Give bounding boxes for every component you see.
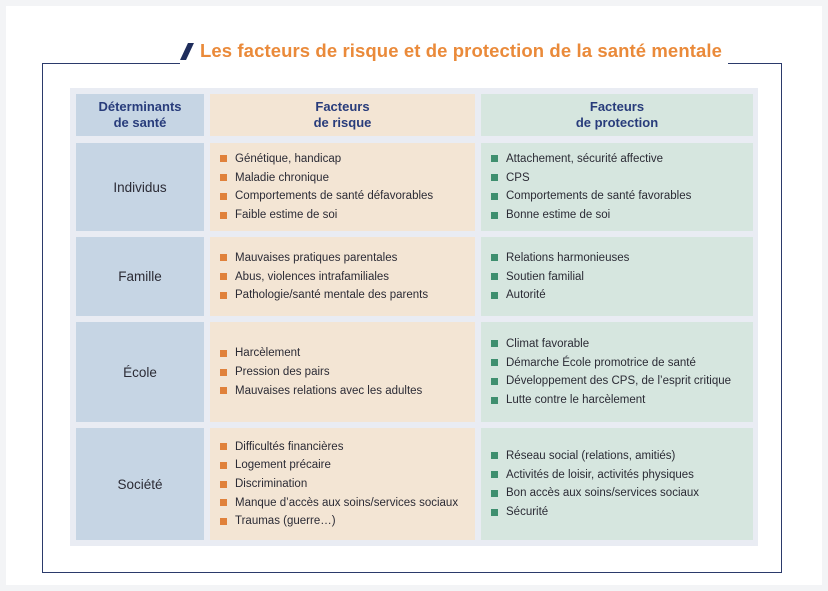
- square-bullet-icon: [220, 212, 227, 219]
- list-item-text: Comportements de santé défavorables: [235, 190, 434, 203]
- list-item: [220, 363, 469, 382]
- determinant-cell: [76, 237, 204, 316]
- list-item-text: Autorité: [506, 289, 546, 302]
- square-bullet-icon: [491, 452, 498, 459]
- list-item-text: Traumas (guerre…): [235, 515, 336, 528]
- list-item: [491, 484, 747, 503]
- square-bullet-icon: [491, 273, 498, 280]
- list-item: [220, 512, 469, 531]
- list-item-text: Génétique, handicap: [235, 152, 342, 165]
- header-determinants: [76, 94, 204, 136]
- list-item: [220, 150, 469, 169]
- list-item-text: Mauvaises relations avec les adultes: [235, 384, 423, 397]
- square-bullet-icon: [220, 155, 227, 162]
- risk-factors-list: [220, 322, 469, 422]
- protection-factors-list: [491, 428, 747, 540]
- list-item-text: Soutien familial: [506, 270, 584, 283]
- list-item-text: Climat favorable: [506, 337, 590, 350]
- square-bullet-icon: [491, 378, 498, 385]
- square-bullet-icon: [491, 490, 498, 497]
- list-item: [491, 150, 747, 169]
- title-slash-icon: [180, 43, 194, 60]
- square-bullet-icon: [220, 481, 227, 488]
- square-bullet-icon: [220, 254, 227, 261]
- list-item: [220, 168, 469, 187]
- protection-factors-list: [491, 322, 747, 422]
- diagram-title: [180, 38, 728, 64]
- list-item-text: Activités de loisir, activités physiques: [506, 468, 694, 481]
- list-item: [491, 248, 747, 267]
- square-bullet-icon: [491, 193, 498, 200]
- list-item: [491, 267, 747, 286]
- square-bullet-icon: [220, 443, 227, 450]
- list-item-text: Mauvaises pratiques parentales: [235, 251, 398, 264]
- square-bullet-icon: [220, 499, 227, 506]
- list-item-text: Faible estime de soi: [235, 209, 338, 222]
- risk-factors-list: [220, 237, 469, 316]
- list-item-text: Maladie chronique: [235, 171, 329, 184]
- square-bullet-icon: [220, 350, 227, 357]
- square-bullet-icon: [491, 174, 498, 181]
- determinant-label: Société: [117, 476, 163, 492]
- square-bullet-icon: [491, 292, 498, 299]
- determinant-label: Famille: [118, 269, 162, 284]
- list-item: [491, 168, 747, 187]
- determinant-cell: [76, 322, 204, 422]
- list-item: [220, 248, 469, 267]
- header-risk: [210, 94, 475, 136]
- list-item-text: Démarche École promotrice de santé: [506, 356, 696, 369]
- list-item: [491, 447, 747, 466]
- list-item-text: Comportements de santé favorables: [506, 190, 692, 203]
- risk-factors-cell: [210, 237, 475, 316]
- list-item-text: Harcèlement: [235, 347, 301, 360]
- list-item-text: Pression des pairs: [235, 366, 330, 378]
- list-item-text: Difficultés financières: [235, 440, 344, 453]
- list-item: [220, 456, 469, 475]
- protection-factors-list: [491, 143, 747, 231]
- square-bullet-icon: [491, 254, 498, 261]
- protection-factors-cell: [481, 322, 753, 422]
- list-item: [220, 187, 469, 206]
- square-bullet-icon: [220, 174, 227, 181]
- protection-factors-cell: [481, 143, 753, 231]
- list-item: [491, 391, 747, 410]
- list-item-text: Discrimination: [235, 478, 308, 490]
- square-bullet-icon: [220, 462, 227, 469]
- risk-factors-list: [220, 143, 469, 231]
- list-item: [220, 344, 469, 363]
- risk-factors-cell: [210, 428, 475, 540]
- list-item: [491, 372, 747, 391]
- risk-factors-cell: [210, 322, 475, 422]
- list-item: [220, 493, 469, 512]
- square-bullet-icon: [491, 471, 498, 478]
- list-item: [491, 286, 747, 305]
- list-item-text: Manque d’accès aux soins/services sociaux: [235, 496, 459, 509]
- header-risk-line1: Facteurs: [315, 98, 370, 114]
- list-item: [220, 286, 469, 305]
- list-item: [491, 503, 747, 522]
- list-item-text: Pathologie/santé mentale des parents: [235, 289, 429, 302]
- list-item-text: Attachement, sécurité affective: [506, 152, 664, 165]
- square-bullet-icon: [220, 273, 227, 280]
- title-text: Les facteurs de risque et de protection de la santé mentale: [200, 40, 723, 61]
- square-bullet-icon: [491, 509, 498, 516]
- list-item: [491, 206, 747, 225]
- header-determinants-line2: de santé: [113, 115, 167, 130]
- header-protection-line1: Facteurs: [589, 98, 645, 114]
- list-item-text: Réseau social (relations, amitiés): [506, 449, 676, 462]
- protection-factors-cell: [481, 428, 753, 540]
- list-item: [491, 465, 747, 484]
- list-item-text: CPS: [506, 171, 530, 184]
- list-item-text: Bonne estime de soi: [506, 209, 611, 222]
- risk-factors-list: [220, 428, 469, 540]
- list-item-text: Logement précaire: [235, 459, 331, 472]
- square-bullet-icon: [491, 397, 498, 404]
- list-item-text: Développement des CPS, de l’esprit critique: [506, 375, 732, 388]
- protection-factors-cell: [481, 237, 753, 316]
- list-item-text: Relations harmonieuses: [506, 251, 630, 264]
- list-item: [491, 187, 747, 206]
- list-item: [220, 381, 469, 400]
- square-bullet-icon: [220, 193, 227, 200]
- square-bullet-icon: [220, 518, 227, 525]
- factors-table: [70, 88, 758, 546]
- list-item: [220, 206, 469, 225]
- square-bullet-icon: [491, 212, 498, 219]
- determinant-label: Individus: [113, 179, 167, 195]
- header-protection: [481, 94, 753, 136]
- square-bullet-icon: [220, 387, 227, 394]
- square-bullet-icon: [220, 369, 227, 376]
- list-item: [491, 353, 747, 372]
- risk-factors-cell: [210, 143, 475, 231]
- list-item: [491, 335, 747, 354]
- list-item-text: Bon accès aux soins/services sociaux: [506, 487, 700, 500]
- list-item: [220, 437, 469, 456]
- protection-factors-list: [491, 237, 747, 316]
- square-bullet-icon: [491, 340, 498, 347]
- list-item-text: Abus, violences intrafamiliales: [235, 270, 390, 283]
- determinant-cell: [76, 143, 204, 231]
- list-item-text: Sécurité: [506, 506, 549, 519]
- header-determinants-line1: Déterminants: [98, 98, 182, 114]
- list-item-text: Lutte contre le harcèlement: [506, 394, 646, 407]
- square-bullet-icon: [491, 359, 498, 366]
- header-protection-line2: de protection: [575, 115, 659, 130]
- list-item: [220, 475, 469, 494]
- square-bullet-icon: [491, 155, 498, 162]
- determinant-label: École: [123, 364, 157, 380]
- square-bullet-icon: [220, 292, 227, 299]
- determinant-cell: [76, 428, 204, 540]
- list-item: [220, 267, 469, 286]
- header-risk-line2: de risque: [313, 115, 372, 130]
